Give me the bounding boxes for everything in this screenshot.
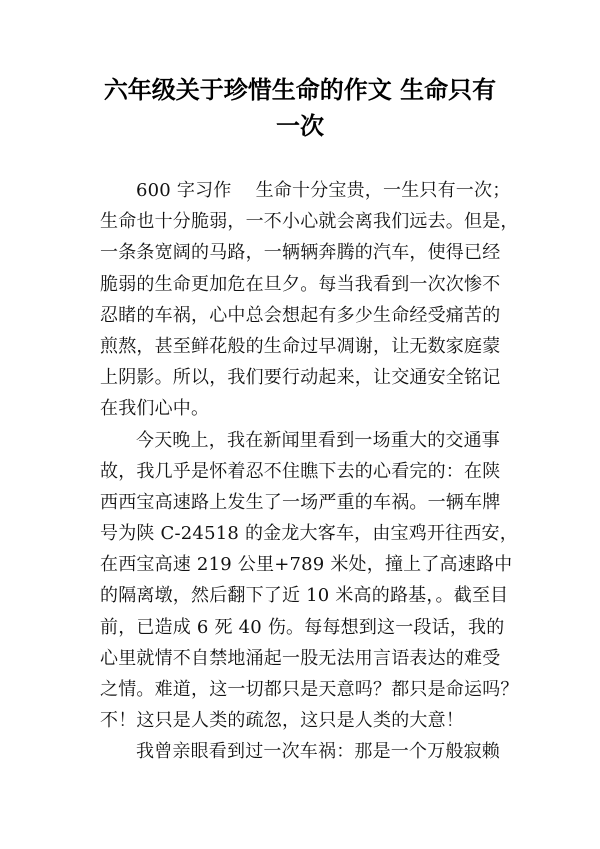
body-line: 的隔离墩，然后翻下了近 10 米高的路基，。截至目 [100, 585, 509, 607]
body-line: 生命也十分脆弱，一不小心就会离我们远去。但是， [100, 211, 519, 233]
body-line: 今天晚上，我在新闻里看到一场重大的交通事 [136, 429, 500, 451]
body-line: 号为陕 C-24518 的金龙大客车，由宝鸡开往西安， [100, 523, 518, 545]
body-line: 心里就情不自禁地涌起一股无法用言语表达的难受 [100, 647, 501, 669]
body-line: 在我们心中。 [100, 398, 210, 420]
title-line-1: 六年级关于珍惜生命的作文 生命只有 [103, 76, 497, 104]
body-line: 西西宝高速路上发生了一场严重的车祸。一辆车牌 [100, 491, 501, 513]
body-line: 在西宝高速 219 公里+789 米处，撞上了高速路中 [100, 554, 513, 576]
body-line: 一条条宽阔的马路，一辆辆奔腾的汽车，使得已经 [100, 242, 501, 264]
body-line: 600 字习作 生命十分宝贵，一生只有一次； [136, 180, 511, 201]
body-line: 我曾亲眼看到过一次车祸：那是一个万般寂赖 [136, 741, 500, 763]
title-line-2: 一次 [276, 112, 324, 140]
body-line: 煎熬，甚至鲜花般的生命过早凋谢，让无数家庭蒙 [100, 335, 501, 357]
page-title [80, 72, 520, 144]
body-line: 上阴影。所以，我们要行动起来，让交通安全铭记 [100, 367, 501, 389]
body-line: 前，已造成 6 死 40 伤。每每想到这一段话，我的 [100, 616, 505, 638]
body-line: 之情。难道，这一切都只是天意吗？都只是命运吗？ [100, 679, 519, 700]
body-line: 不！这只是人类的疏忽，这只是人类的大意！ [100, 710, 464, 732]
body-line: 忍睹的车祸，心中总会想起有多少生命经受痛苦的 [100, 304, 501, 326]
essay-body [100, 175, 520, 768]
body-line: 故，我几乎是怀着忍不住瞧下去的心看完的：在陕 [100, 460, 501, 482]
body-line: 脆弱的生命更加危在旦夕。每当我看到一次次惨不 [100, 273, 501, 295]
